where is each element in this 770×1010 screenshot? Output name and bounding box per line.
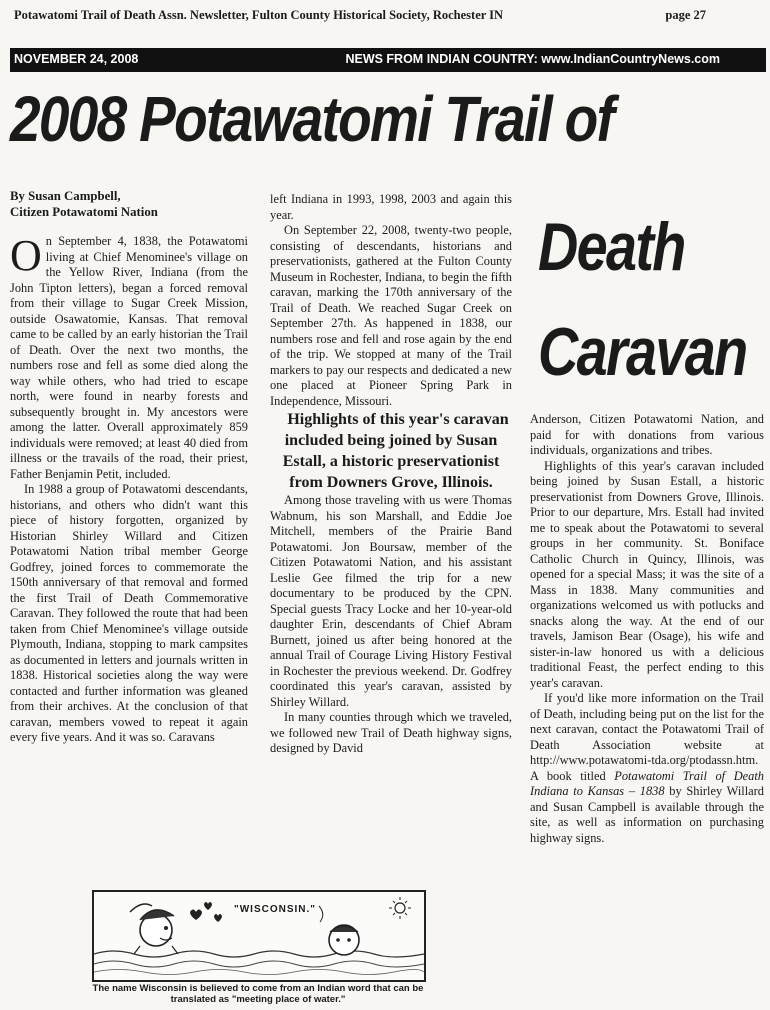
byline	[10, 188, 248, 220]
paragraph: Among those traveling with us were Thomas Wabnum, his son Marshall, and Eddie Joe Mitchell, members of the Prairie Band Potawatomi. Jon Boursaw, member of the Citizen Potawatomi Nation, and his assistant Leslie Gee filmed the trip for a new documentary to be produced by the CPN. Special guests Tracy Locke and her 10-year-old daughter Erin, descendants of Chief Abram Burnett, joined us after being honored at the annual Trail of Courage Living History Festival in Rochester the previous weekend. Dr. Godfrey coordinated this year's caravan, assisted by Shirley Willard.	[270, 493, 512, 709]
paragraph	[10, 231, 248, 482]
cartoon-illustration	[92, 890, 426, 982]
paragraph-text: by Shirley Willard and Susan Campbell is available through the site, as well as information on purchasing highway signs.	[530, 784, 764, 845]
newsletter-header	[14, 8, 754, 23]
cartoon-caption: The name Wisconsin is believed to come from an Indian word that can be translated as "meeting place of water."	[92, 983, 424, 1005]
title-word-caravan: Caravan	[538, 314, 747, 390]
newsletter-source: Potawatomi Trail of Death Assn. Newsletter, Fulton County Historical Society, Rochester IN	[14, 8, 504, 22]
paragraph	[530, 691, 764, 846]
paragraph: Highlights of this year's caravan included being joined by Susan Estall, a historic preservationist from Downers Grove, Illinois. Prior to our departure, Mrs. Estall had invited me to speak about the Potawatomi to several groups in her community. St. Boniface Catholic Church in Quincy, Illinois, was opened for a special Mass; it was the site of a Mass in 1838. Many communities and organizations welcomed us with potlucks and snacks along the way. At the end of our travels, Jamison Bear (Osage), his wife and sister-in-law honored us with a delicious traditional Feast, the perfect ending to this year's caravan.	[530, 458, 764, 690]
page-number: page 27	[665, 8, 706, 22]
publication-banner	[10, 48, 766, 72]
cartoon-speech: "WISCONSIN."	[234, 904, 317, 915]
paragraph: Anderson, Citizen Potawatomi Nation, and paid for with donations from various individuals, organizations and tribes.	[530, 412, 764, 457]
article-column-1	[10, 188, 248, 746]
title-word-death: Death	[538, 209, 685, 285]
book-title: Potawatomi Trail of Death Indiana to Kansas – 1838	[530, 768, 764, 798]
byline-author: By Susan Campbell,	[10, 189, 121, 203]
paragraph: left Indiana in 1993, 1998, 2003 and again this year.	[270, 192, 512, 222]
banner-date: NOVEMBER 24, 2008	[14, 52, 139, 66]
byline-affiliation: Citizen Potawatomi Nation	[10, 205, 158, 219]
drop-cap: O	[10, 231, 42, 280]
article-column-3	[530, 412, 764, 846]
article-column-2	[270, 192, 512, 757]
paragraph-text: If you'd like more information on the Trail of Death, including being put on the list for the next caravan, contact the Potawatomi Trail of Death Association website at http://www.potawatomi-tda.org/ptodassn.htm. A book titled	[530, 691, 764, 783]
paragraph: In many counties through which we traveled, we followed new Trail of Death highway signs, designed by David	[270, 710, 512, 755]
paragraph-text: n September 4, 1838, the Potawatomi living at Chief Menominee's village on the Yellow River, Indiana (from the John Tipton letters), began a forced removal from their village to Sugar Creek Mission, outside Osawatomie, Kansas. That removal came to be called by an early historian the Trail of Death. Over the next two months, the numbers rose and fell as some died along the way while others, who had tried to escape north, were found in nearby forests and subsequently brought in. My ancestors were among the latter. Overall approximately 859 individuals were removed; at least 40 died from illness or the travails of the road, their priest, Father Benjamin Petit, included.	[10, 234, 248, 481]
paragraph: On September 22, 2008, twenty-two people, consisting of descendants, historians and preservationists, gathered at the Fulton County Museum in Rochester, Indiana, to begin the fifth caravan, marking the 170th anniversary of the Trail of Death. We reached Sugar Creek on September 27th. As happened in 1838, our numbers rose and fell and rose again by the end of the trip. We stopped at many of the Trail markers to pay our respects and dedicated a new one placed at Pioneer Spring Park in Independence, Missouri.	[270, 223, 512, 408]
article-title-continued	[538, 195, 747, 405]
banner-publication: NEWS FROM INDIAN COUNTRY: www.IndianCountryNews.com	[345, 52, 720, 66]
paragraph: In 1988 a group of Potawatomi descendants, historians, and others who didn't want this piece of history forgotten, organized by Historian Shirley Willard and Citizen Potawatomi Nation tribal member George Godfrey, joined forces to commemorate the 150th anniversary of that removal and formed the first Trail of Death Commemorative Caravan. They followed the route that had been taken from Chief Menominee's village outside Plymouth, Indiana, stopping to mark campsites as documented in letters and journals written in 1838. Historical societies along the way were contacted and further information was gleaned from their archives. At the conclusion of that caravan, members vowed to repeat it again every five years. And it was so. Caravans	[10, 482, 248, 744]
article-title: 2008 Potawatomi Trail of	[10, 83, 614, 155]
pull-quote: Highlights of this year's caravan included being joined by Susan Estall, a historic preservationist from Downers Grove, Illinois.	[282, 411, 509, 491]
